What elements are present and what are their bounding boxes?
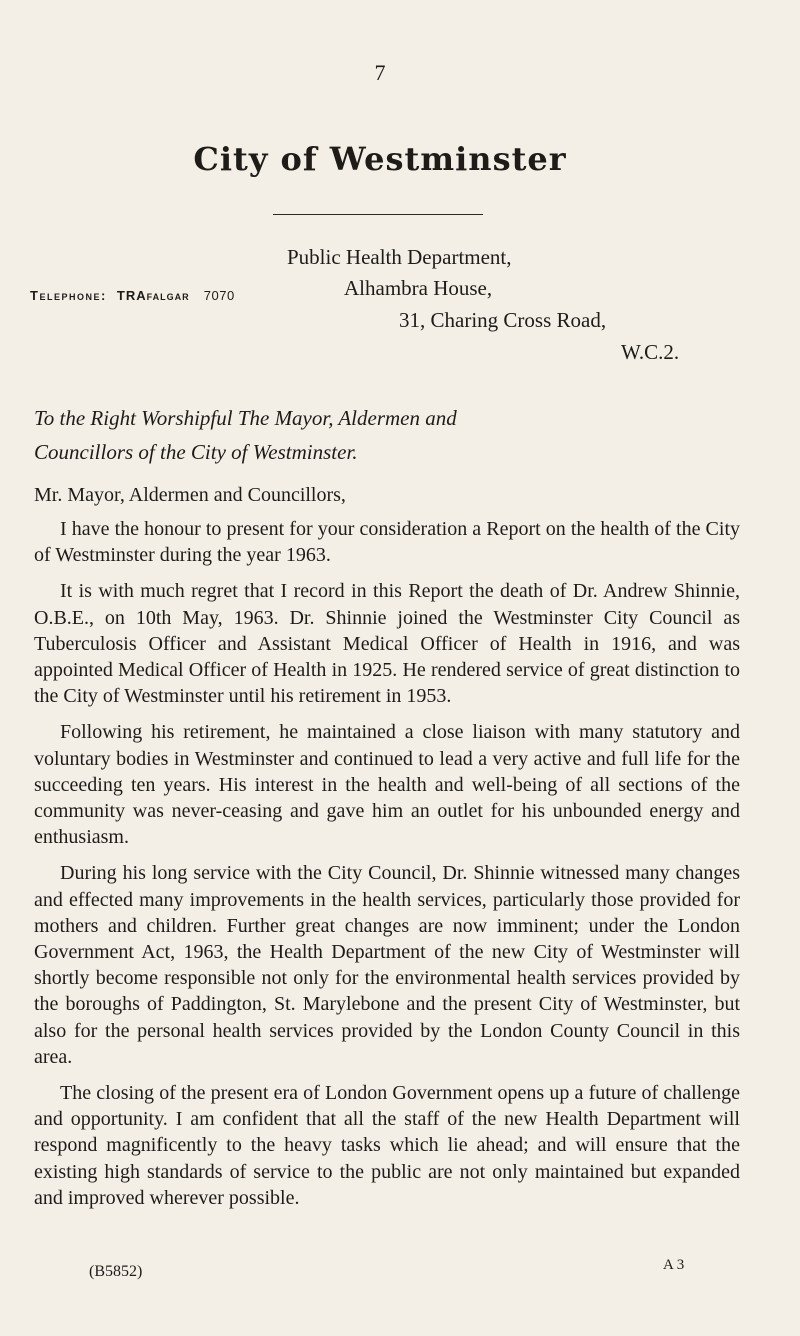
addressee-line-1: To the Right Worshipful The Mayor, Aldermen and bbox=[34, 406, 457, 430]
document-title: City of Westminster bbox=[193, 140, 567, 178]
paragraph: The closing of the present era of London Government opens up a future of challenge and opportunity. I am confident that all the staff of the new Health Department will respond magnificently to the heavy tasks which lie ahead; and will ensure that the existing high standards of service to the public are not only maintained but expanded and improved wherever possible. bbox=[34, 1082, 740, 1209]
page-number: 7 bbox=[374, 60, 386, 85]
addressee-line-2: Councillors of the City of Westminster. bbox=[34, 440, 358, 464]
greeting: Mr. Mayor, Aldermen and Councillors, bbox=[34, 484, 346, 506]
address-line-2: Alhambra House, bbox=[344, 276, 493, 300]
address-line-3: 31, Charing Cross Road, bbox=[399, 308, 607, 332]
telephone-label: Telephone: bbox=[30, 288, 107, 303]
signature-mark: A 3 bbox=[663, 1257, 685, 1273]
paragraph: I have the honour to present for your consideration a Report on the health of the City of Westminster during the year 1963. bbox=[34, 518, 740, 567]
letter-body bbox=[34, 516, 740, 1221]
paragraph: Following his retirement, he maintained a close liaison with many statutory and voluntary bodies in Westminster and continued to lead a very active and full life for the succeeding ten years. His interest in the health and well-being of all sections of the community was never-ceasing and gave him an outlet for his unbounded energy and enthusiasm. bbox=[34, 721, 740, 849]
telephone-number: 7070 bbox=[203, 288, 235, 303]
address-line-4: W.C.2. bbox=[621, 340, 680, 364]
paragraph: It is with much regret that I record in this Report the death of Dr. Andrew Shinnie, O.B.E., on 10th May, 1963. Dr. Shinnie joined the Westminster City Council as Tuberculosis Officer and Assistant Medical Officer of Health in 1916, and was appointed Medical Officer of Health in 1925. He rendered service of great distinction to the City of Westminster until his retirement in 1953. bbox=[34, 580, 740, 708]
paragraph: During his long service with the City Council, Dr. Shinnie witnessed many changes and effected many improvements in the health services, particularly those provided for mothers and children. Further great changes are now imminent; under the London Government Act, 1963, the Health Department of the new City of Westminster will shortly become responsible not only for the environmental health services provided by the boroughs of Paddington, St. Marylebone and the present City of Westminster, but also for the personal health services provided by the London County Council in this area. bbox=[34, 862, 740, 1068]
telephone-line bbox=[30, 288, 235, 303]
title-divider bbox=[273, 214, 483, 215]
address-line-1: Public Health Department, bbox=[287, 245, 512, 269]
telephone-exchange: TRAfalgar bbox=[116, 288, 190, 303]
print-code: (B5852) bbox=[89, 1263, 143, 1280]
